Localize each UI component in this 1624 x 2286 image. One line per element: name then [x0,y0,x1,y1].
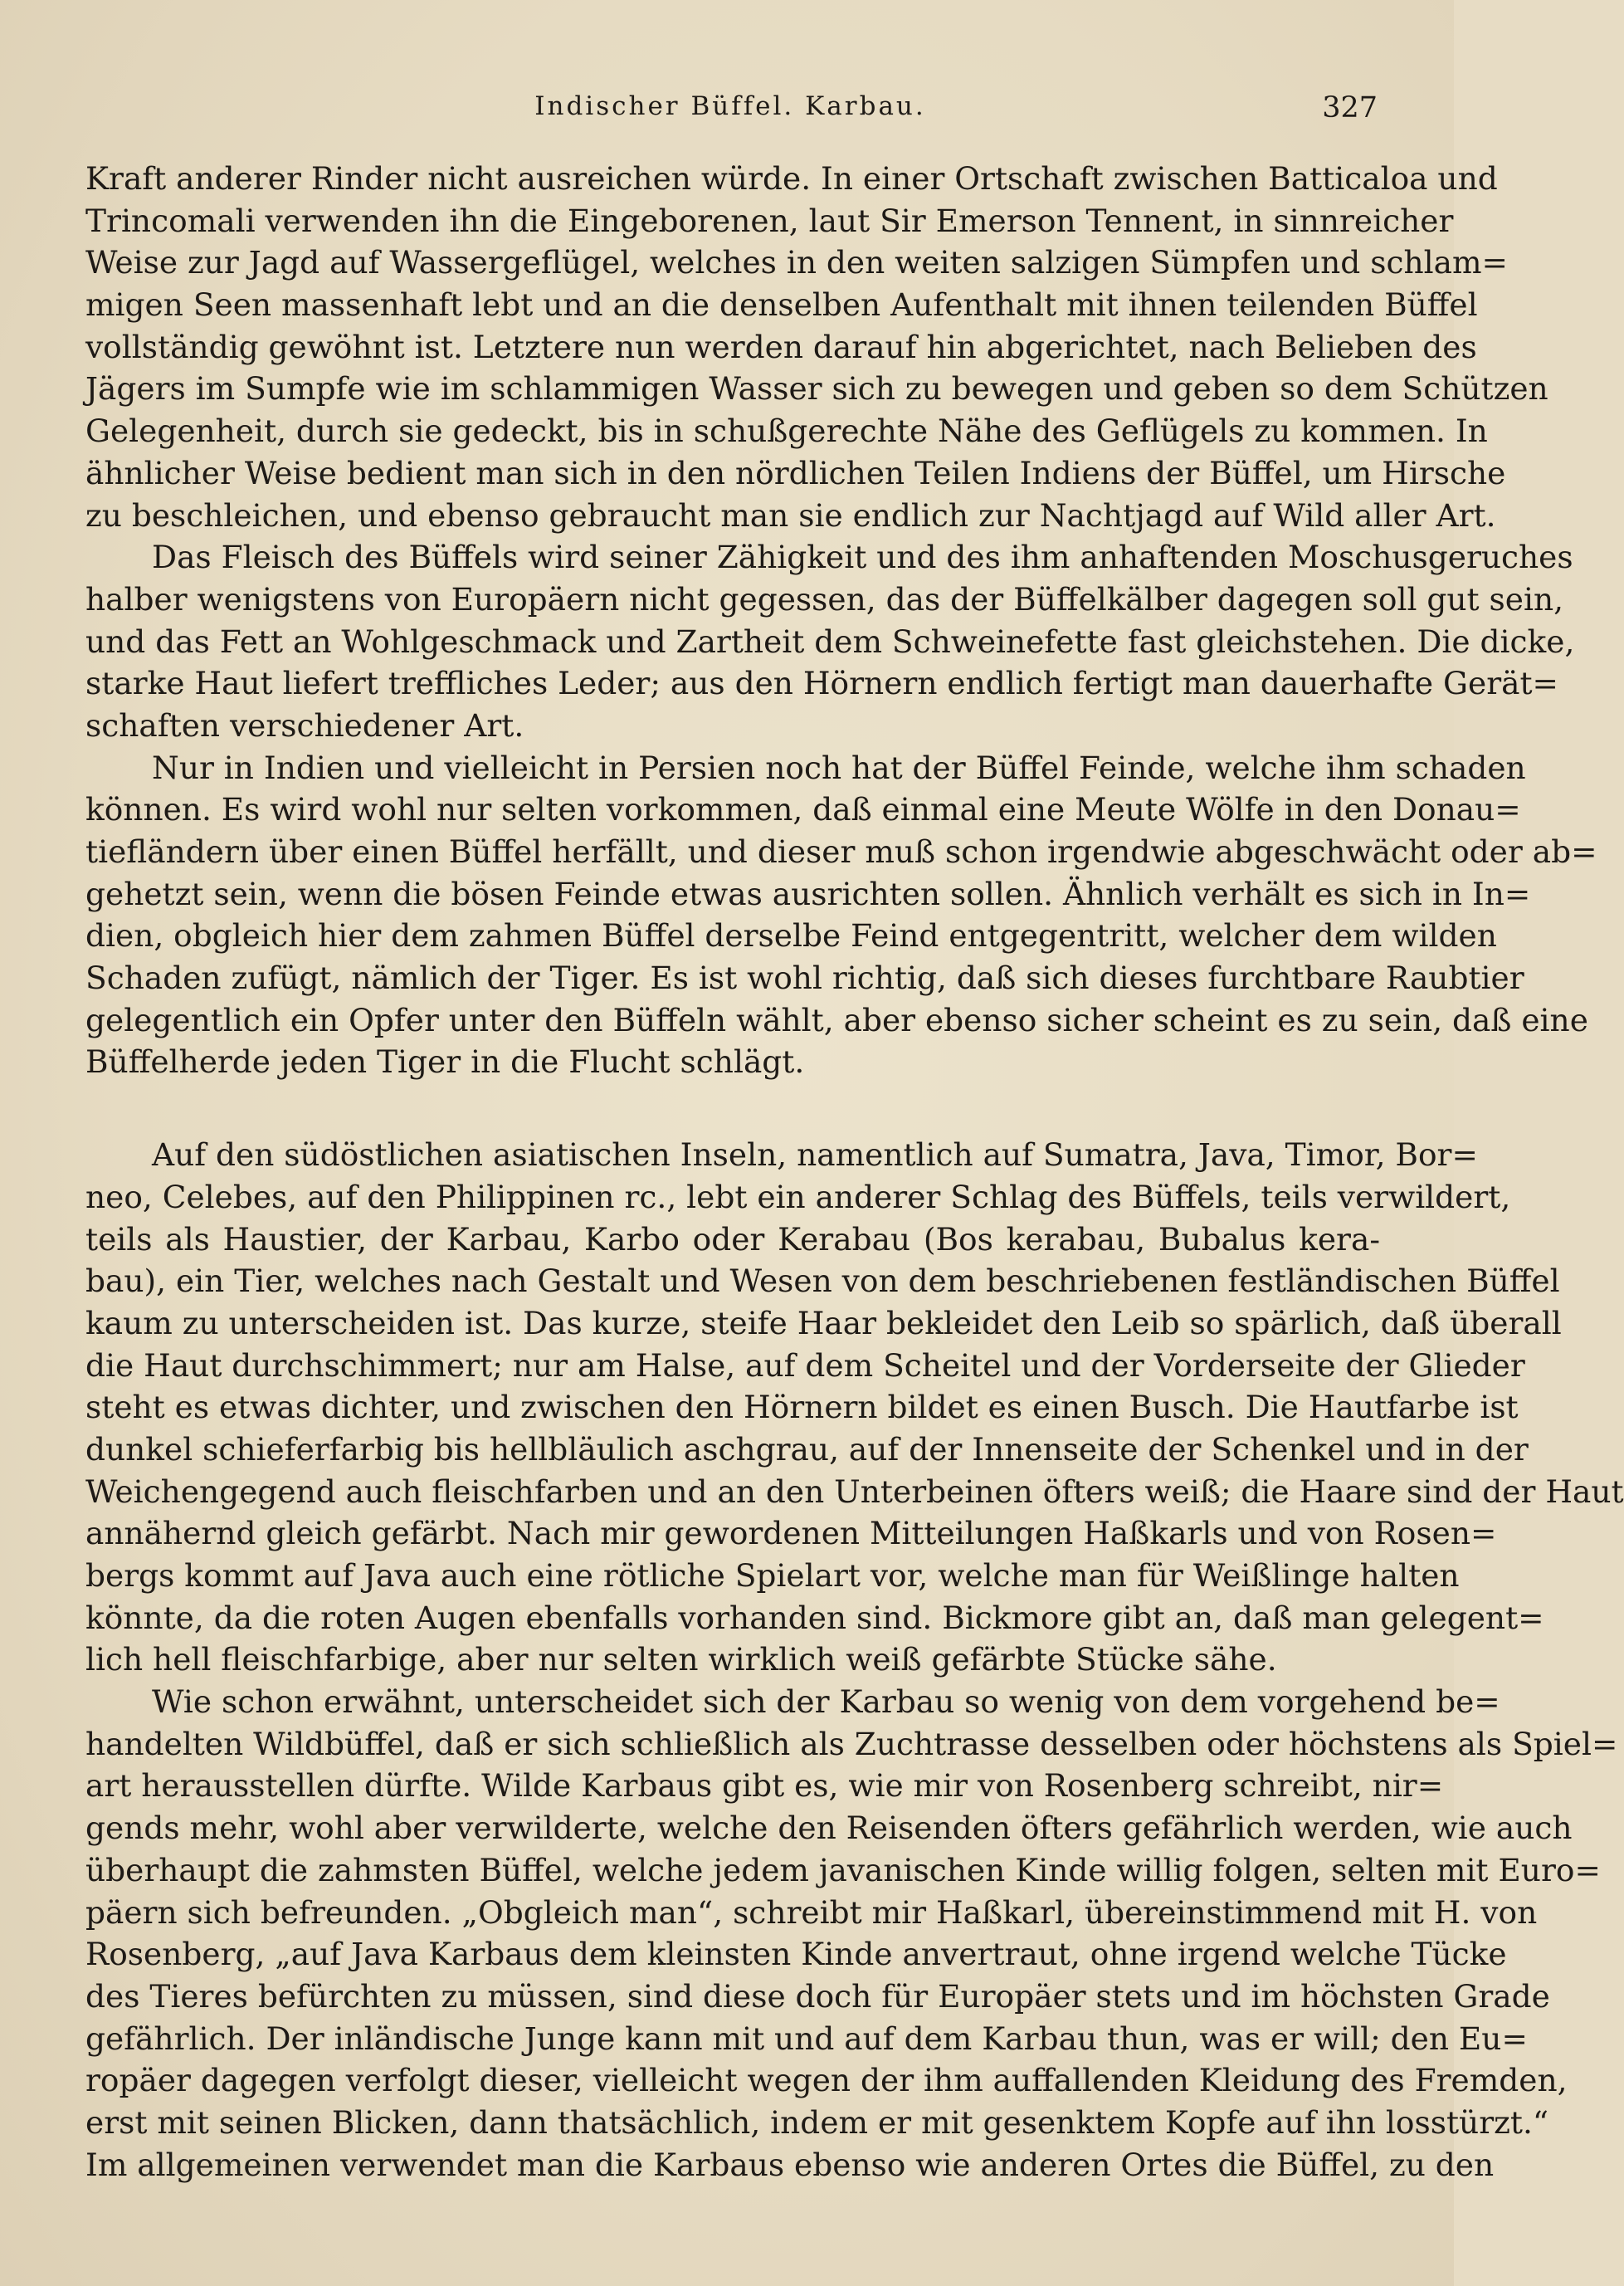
text-line: Das Fleisch des Büffels wird seiner Zähigkeit und des ihm anhaftenden Moschusgeruches [152,539,1573,576]
text-line: vollständig gewöhnt ist. Letztere nun werden darauf hin abgerichtet, nach Belieben des [85,328,1477,365]
text-line: tiefländern über einen Büffel herfällt, und dieser muß schon irgendwie abgeschwächt oder ab= [85,833,1597,870]
text-line: art herausstellen dürfte. Wilde Karbaus gibt es, wie mir von Rosenberg schreibt, nir= [85,1767,1444,1805]
text-line: Wie schon erwähnt, unterscheidet sich der Karbau so wenig von dem vorgehend be= [152,1683,1500,1721]
paragraph [85,536,1575,746]
text-line: erst mit seinen Blicken, dann thatsächlich, indem er mit gesenktem Kopfe auf ihn losstürzt.“ [85,2103,1549,2141]
text-line: Weise zur Jagd auf Wassergeflügel, welches in den weiten salzigen Sümpfen und schlam= [85,244,1508,281]
paragraph [85,1681,1618,2186]
text-line: dunkel schieferfarbig bis hellbläulich aschgrau, auf der Innenseite der Schenkel und in der [85,1430,1529,1468]
text-line: können. Es wird wohl nur selten vorkommen, daß einmal eine Meute Wölfe in den Donau= [85,791,1521,828]
text-line: Büffelherde jeden Tiger in die Flucht schlägt. [85,1043,805,1081]
text-line: Schaden zufügt, nämlich der Tiger. Es ist wohl richtig, daß sich dieses furchtbare Raubtier [85,960,1524,997]
paragraph [85,1134,1624,1681]
text-line: Weichengegend auch fleischfarben und an den Unterbeinen öfters weiß; die Haare sind der Haut [85,1473,1624,1510]
text-line: kaum zu unterscheiden ist. Das kurze, steife Haar bekleidet den Leib so spärlich, daß überall [85,1304,1562,1341]
running-title: Indischer Büffel. Karbau. [534,91,926,121]
text-line: gends mehr, wohl aber verwilderte, welche den Reisenden öfters gefährlich werden, wie auch [85,1810,1573,1847]
paragraph [85,747,1597,1084]
text-line: des Tieres befürchten zu müssen, sind diese doch für Europäer stets und im höchsten Grade [85,1977,1550,2015]
text-line: ähnlicher Weise bedient man sich in den nördlichen Teilen Indiens der Büffel, um Hirsche [85,454,1506,491]
text-line: handelten Wildbüffel, daß er sich schließlich als Zuchtrasse desselben oder höchstens als Spiel= [85,1725,1618,1762]
body-text [85,158,1624,2186]
text-line: halber wenigstens von Europäern nicht gegessen, das der Büffelkälber dagegen soll gut sein, [85,580,1564,618]
text-line: ropäer dagegen verfolgt dieser, vielleicht wegen der ihm auffallenden Kleidung des Fremden, [85,2062,1568,2099]
text-line: und das Fett an Wohlgeschmack und Zartheit dem Schweinefette fast gleichstehen. Die dicke, [85,623,1575,660]
text-line: lich hell fleischfarbige, aber nur selten wirklich weiß gefärbte Stücke sähe. [85,1641,1277,1678]
text-line: die Haut durchschimmert; nur am Halse, auf dem Scheitel und der Vorderseite der Glieder [85,1346,1525,1384]
text-line: schaften verschiedener Art. [85,706,524,744]
paragraph [85,158,1548,536]
page-header [83,83,1378,133]
text-line: starke Haut liefert treffliches Leder; aus den Hörnern endlich fertigt man dauerhafte Gerät= [85,665,1558,702]
text-line: Im allgemeinen verwendet man die Karbaus ebenso wie anderen Ortes die Büffel, zu den [85,2146,1495,2183]
text-line: neo, Celebes, auf den Philippinen rc., lebt ein anderer Schlag des Büffels, teils verwildert, [85,1178,1511,1215]
section-gap [85,1083,1380,1134]
text-line: gehetzt sein, wenn die bösen Feinde etwas ausrichten sollen. Ähnlich verhält es sich in In= [85,875,1531,912]
text-line: Jägers im Sumpfe wie im schlammigen Wasser sich zu bewegen und geben so dem Schützen [85,370,1548,408]
page-number: 327 [1322,91,1378,125]
text-line: zu beschleichen, und ebenso gebraucht man sie endlich zur Nachtjagd auf Wild aller Art. [85,496,1496,534]
text-line: päern sich befreunden. „Obgleich man“, schreibt mir Haßkarl, übereinstimmend mit H. von [85,1893,1538,1931]
text-line: dien, obgleich hier dem zahmen Büffel derselbe Feind entgegentritt, welcher dem wilden [85,917,1497,955]
text-line: teils als Haustier, der Karbau, Karbo oder Kerabau (Bos kerabau, Bubalus kera- [85,1220,1380,1258]
text-line: bergs kommt auf Java auch eine rötliche Spielart vor, welche man für Weißlinge halten [85,1557,1460,1594]
text-line: steht es etwas dichter, und zwischen den Hörnern bildet es einen Busch. Die Hautfarbe ist [85,1389,1519,1426]
text-line: Auf den südöstlichen asiatischen Inseln, namentlich auf Sumatra, Java, Timor, Bor= [152,1136,1478,1174]
text-line: Gelegenheit, durch sie gedeckt, bis in schußgerechte Nähe des Geflügels zu kommen. In [85,413,1488,450]
text-line: bau), ein Tier, welches nach Gestalt und Wesen von dem beschriebenen festländischen Büffel [85,1263,1560,1300]
text-line: annähernd gleich gefärbt. Nach mir gewordenen Mitteilungen Haßkarls und von Rosen= [85,1515,1497,1552]
text-line: könnte, da die roten Augen ebenfalls vorhanden sind. Bickmore gibt an, daß man gelegent= [85,1599,1544,1636]
text-line: Rosenberg, „auf Java Karbaus dem kleinsten Kinde anvertraut, ohne irgend welche Tücke [85,1936,1507,1973]
text-line: Trincomali verwenden ihn die Eingeborenen, laut Sir Emerson Tennent, in sinnreicher [85,202,1454,239]
text-line: gefährlich. Der inländische Junge kann mit und auf dem Karbau thun, was er will; den Eu= [85,2020,1528,2057]
text-line: Kraft anderer Rinder nicht ausreichen würde. In einer Ortschaft zwischen Batticaloa und [85,160,1498,197]
text-line: migen Seen massenhaft lebt und an die denselben Aufenthalt mit ihnen teilenden Büffel [85,286,1478,324]
text-line: überhaupt die zahmsten Büffel, welche jedem javanischen Kinde willig folgen, selten mit Euro= [85,1851,1601,1888]
text-line: Nur in Indien und vielleicht in Persien noch hat der Büffel Feinde, welche ihm schaden [152,749,1526,786]
text-line: gelegentlich ein Opfer unter den Büffeln wählt, aber ebenso sicher scheint es zu sein, daß eine [85,1001,1588,1038]
